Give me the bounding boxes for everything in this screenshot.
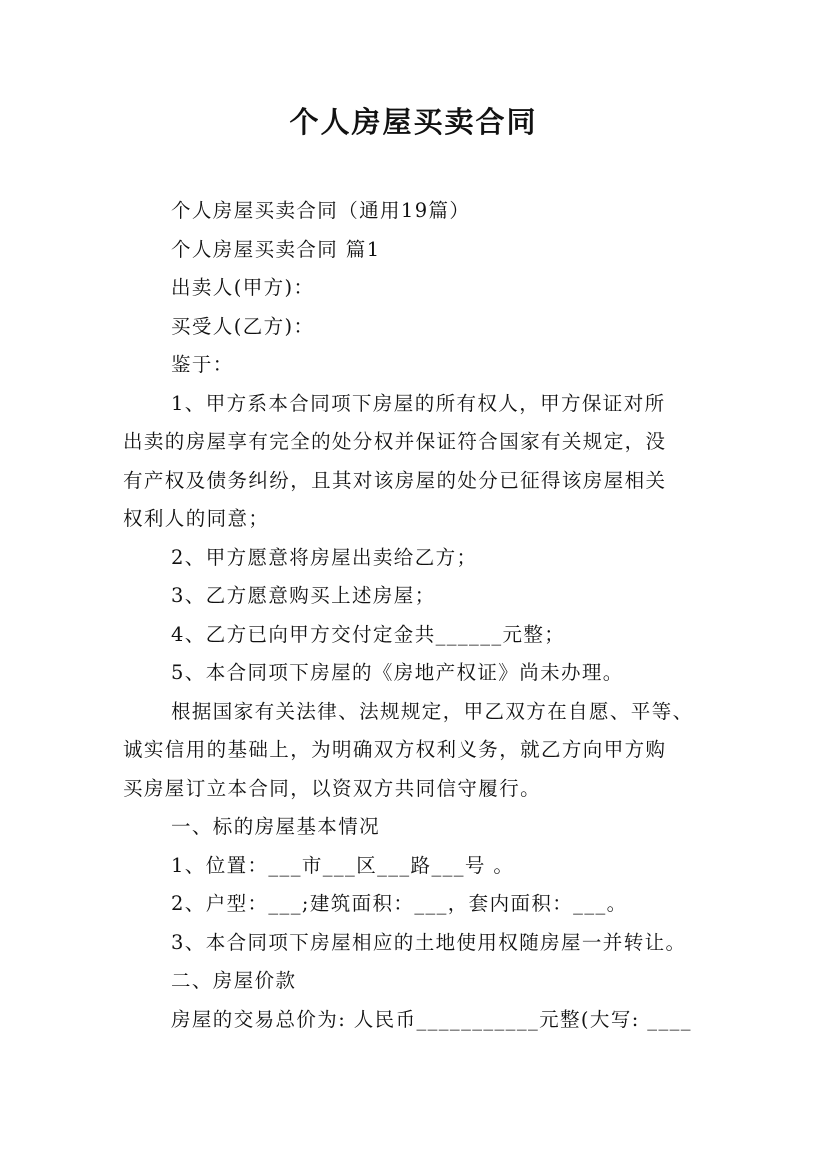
clause-1-line-1: 1、甲方系本合同项下房屋的所有权人，甲方保证对所 [171,391,666,415]
location-line: 1、位置：___市___区___路___号 。 [171,853,515,877]
layout-area-line: 2、户型：___;建筑面积：___，套内面积：___。 [171,892,628,915]
document-body [123,192,717,1039]
seller-line: 出卖人(甲方)： [171,276,315,299]
clause-5: 5、本合同项下房屋的《房地产权证》尚未办理。 [171,661,624,684]
price-line: 房屋的交易总价为: 人民币___________元整(大写: ____ [171,1007,692,1031]
subtitle-line: 个人房屋买卖合同（通用19篇） [171,199,471,222]
basis-line-3: 买房屋订立本合同，以资双方共同信守履行。 [123,776,542,800]
article-1-heading: 一、标的房屋基本情况 [171,815,381,838]
basis-line-1: 根据国家有关法律、法规规定，甲乙双方在自愿、平等、 [171,699,694,723]
basis-line-2: 诚实信用的基础上，为明确双方权利义务，就乙方向甲方购 [123,738,667,761]
clause-4: 4、乙方已向甲方交付定金共______元整； [171,622,566,646]
buyer-line: 买受人(乙方)： [171,314,315,338]
whereas-line: 鉴于： [171,353,234,376]
clause-3: 3、乙方愿意购买上述房屋； [171,584,436,607]
clause-1-line-4: 权利人的同意； [123,507,270,530]
clause-1-line-2: 出卖的房屋享有完全的处分权并保证符合国家有关规定，没 [123,430,667,453]
article-2-heading: 二、房屋价款 [171,969,297,992]
section-heading: 个人房屋买卖合同 篇1 [171,237,381,261]
land-use-line: 3、本合同项下房屋相应的土地使用权随房屋一并转让。 [171,930,687,954]
clause-1-line-3: 有产权及债务纠纷，且其对该房屋的处分已征得该房屋相关 [123,468,667,492]
document-title: 个人房屋买卖合同 [289,105,538,139]
clause-2: 2、甲方愿意将房屋出卖给乙方； [171,545,478,569]
